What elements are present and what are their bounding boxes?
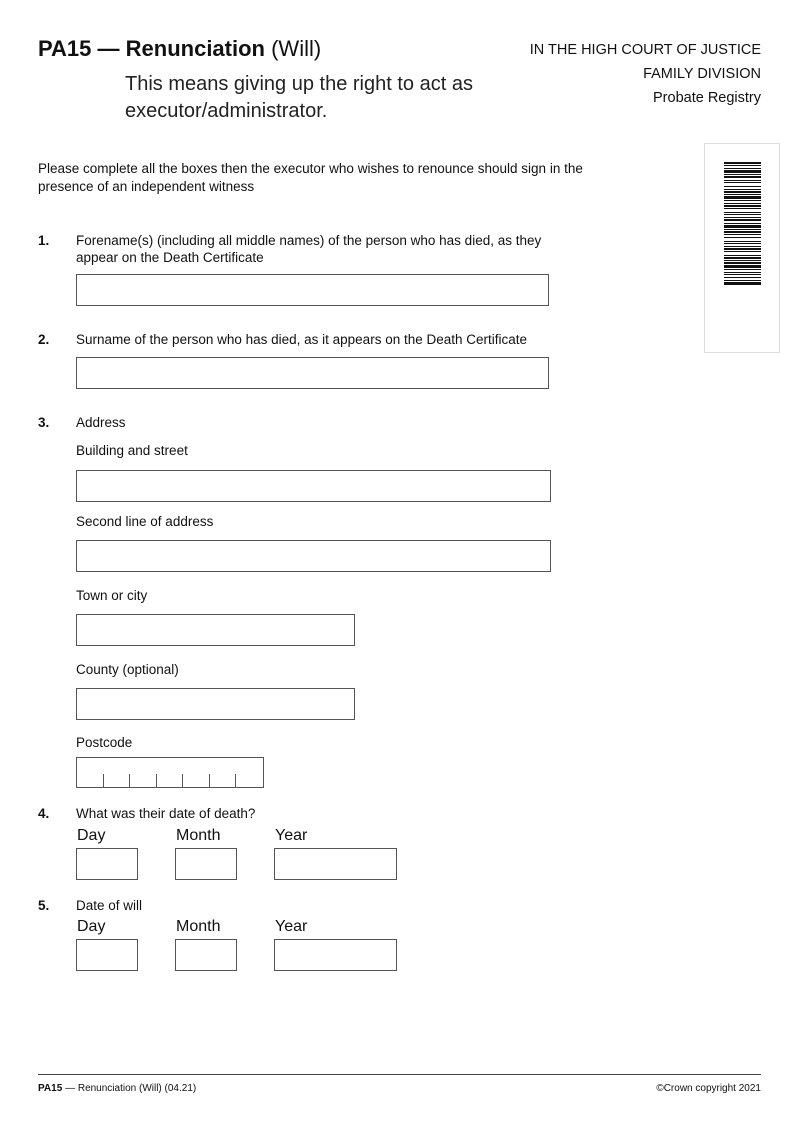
form-name: Renunciation	[125, 36, 265, 61]
death-year-label: Year	[275, 827, 308, 844]
second-line-field[interactable]	[76, 540, 551, 572]
question-4-text: What was their date of death?	[76, 806, 256, 821]
building-street-label: Building and street	[76, 443, 188, 458]
barcode-bar	[724, 280, 761, 281]
form-code: PA15 —	[38, 36, 120, 61]
will-year-label: Year	[275, 918, 308, 935]
barcode-bar	[724, 194, 761, 195]
barcode-bar	[724, 234, 761, 235]
postcode-divider	[156, 774, 157, 787]
question-2-text: Surname of the person who has died, as it appears on the Death Certificate	[76, 332, 528, 347]
barcode-bar	[724, 205, 761, 207]
barcode-bar	[724, 229, 761, 230]
postcode-field[interactable]	[76, 757, 264, 788]
question-3-text: Address	[76, 415, 126, 430]
barcode-bar	[724, 274, 761, 275]
court-division: FAMILY DIVISION	[643, 66, 761, 82]
question-2-number: 2.	[38, 332, 50, 347]
barcode-bar	[724, 241, 761, 242]
barcode-bar	[724, 208, 761, 209]
barcode-bar	[724, 180, 761, 181]
barcode-bar	[724, 223, 761, 224]
barcode-bar	[724, 257, 761, 259]
footer-divider	[38, 1074, 761, 1075]
will-month-field[interactable]	[175, 939, 237, 971]
will-year-field[interactable]	[274, 939, 397, 971]
death-day-label: Day	[77, 827, 106, 844]
barcode-bar	[724, 165, 761, 166]
death-month-label: Month	[176, 827, 221, 844]
barcode-bar	[724, 255, 761, 256]
postcode-label: Postcode	[76, 735, 133, 750]
postcode-divider	[103, 774, 104, 787]
court-heading	[530, 38, 761, 110]
court-name: IN THE HIGH COURT OF JUSTICE	[529, 42, 761, 58]
barcode-bar	[724, 191, 761, 193]
barcode-bar	[724, 214, 761, 215]
footer-description: — Renunciation (Will) (04.21)	[65, 1083, 197, 1094]
form-suffix: (Will)	[271, 36, 322, 61]
death-year-field[interactable]	[274, 848, 397, 880]
registry-name: Probate Registry	[653, 90, 761, 106]
forenames-field[interactable]	[76, 274, 549, 306]
barcode-bar	[724, 203, 761, 204]
barcode-bar	[724, 262, 761, 264]
town-city-label: Town or city	[76, 588, 148, 603]
postcode-divider	[209, 774, 210, 787]
question-1-number: 1.	[38, 233, 50, 248]
barcode-bar	[724, 196, 761, 199]
barcode-bar	[724, 231, 761, 233]
barcode-bar	[724, 186, 761, 187]
barcode-bar	[724, 200, 761, 201]
barcode-bar	[724, 225, 761, 228]
barcode-bar	[724, 272, 761, 273]
barcode-bar	[724, 246, 761, 247]
barcode-bar	[724, 282, 761, 285]
barcode-bar	[724, 248, 761, 250]
building-street-field[interactable]	[76, 470, 551, 502]
county-field[interactable]	[76, 688, 355, 720]
footer-form-reference	[38, 1083, 196, 1094]
barcode-bar	[724, 217, 761, 218]
barcode-bar	[724, 265, 761, 268]
barcode-bar	[724, 251, 761, 252]
will-day-field[interactable]	[76, 939, 138, 971]
question-3-number: 3.	[38, 415, 50, 430]
barcode-bar	[724, 174, 761, 175]
will-day-label: Day	[77, 918, 106, 935]
question-1-text: Forename(s) (including all middle names) of the person who has died, as they appear on the Death Certificate	[76, 233, 542, 265]
surname-field[interactable]	[76, 357, 549, 389]
barcode-bar	[724, 260, 761, 261]
second-line-label: Second line of address	[76, 514, 214, 529]
postcode-divider	[129, 774, 130, 787]
barcode-bar	[724, 243, 761, 244]
barcode-bar	[724, 176, 761, 178]
will-month-label: Month	[176, 918, 221, 935]
footer-code: PA15	[38, 1083, 63, 1094]
form-subtitle: This means giving up the right to act as executor/administrator.	[125, 73, 473, 122]
death-day-field[interactable]	[76, 848, 138, 880]
barcode-bar	[724, 277, 761, 278]
form-title	[38, 36, 321, 62]
question-4-number: 4.	[38, 806, 50, 821]
barcode-bar	[724, 162, 761, 164]
question-5-number: 5.	[38, 898, 50, 913]
barcode	[704, 143, 780, 353]
barcode-bar	[724, 237, 761, 238]
barcode-bar	[724, 219, 761, 221]
barcode-bar	[724, 212, 761, 213]
barcode-bar	[724, 170, 761, 173]
death-month-field[interactable]	[175, 848, 237, 880]
town-city-field[interactable]	[76, 614, 355, 646]
barcode-bar	[724, 269, 761, 270]
postcode-divider	[235, 774, 236, 787]
footer-copyright: ©Crown copyright 2021	[656, 1083, 761, 1094]
question-5-text: Date of will	[76, 898, 143, 913]
barcode-bar	[724, 168, 761, 169]
barcode-bar	[724, 189, 761, 190]
postcode-divider	[182, 774, 183, 787]
barcode-bar	[724, 182, 761, 183]
instructions: Please complete all the boxes then the executor who wishes to renounce should sign in the presence of an independent witness	[38, 161, 583, 194]
county-label: County (optional)	[76, 662, 179, 677]
